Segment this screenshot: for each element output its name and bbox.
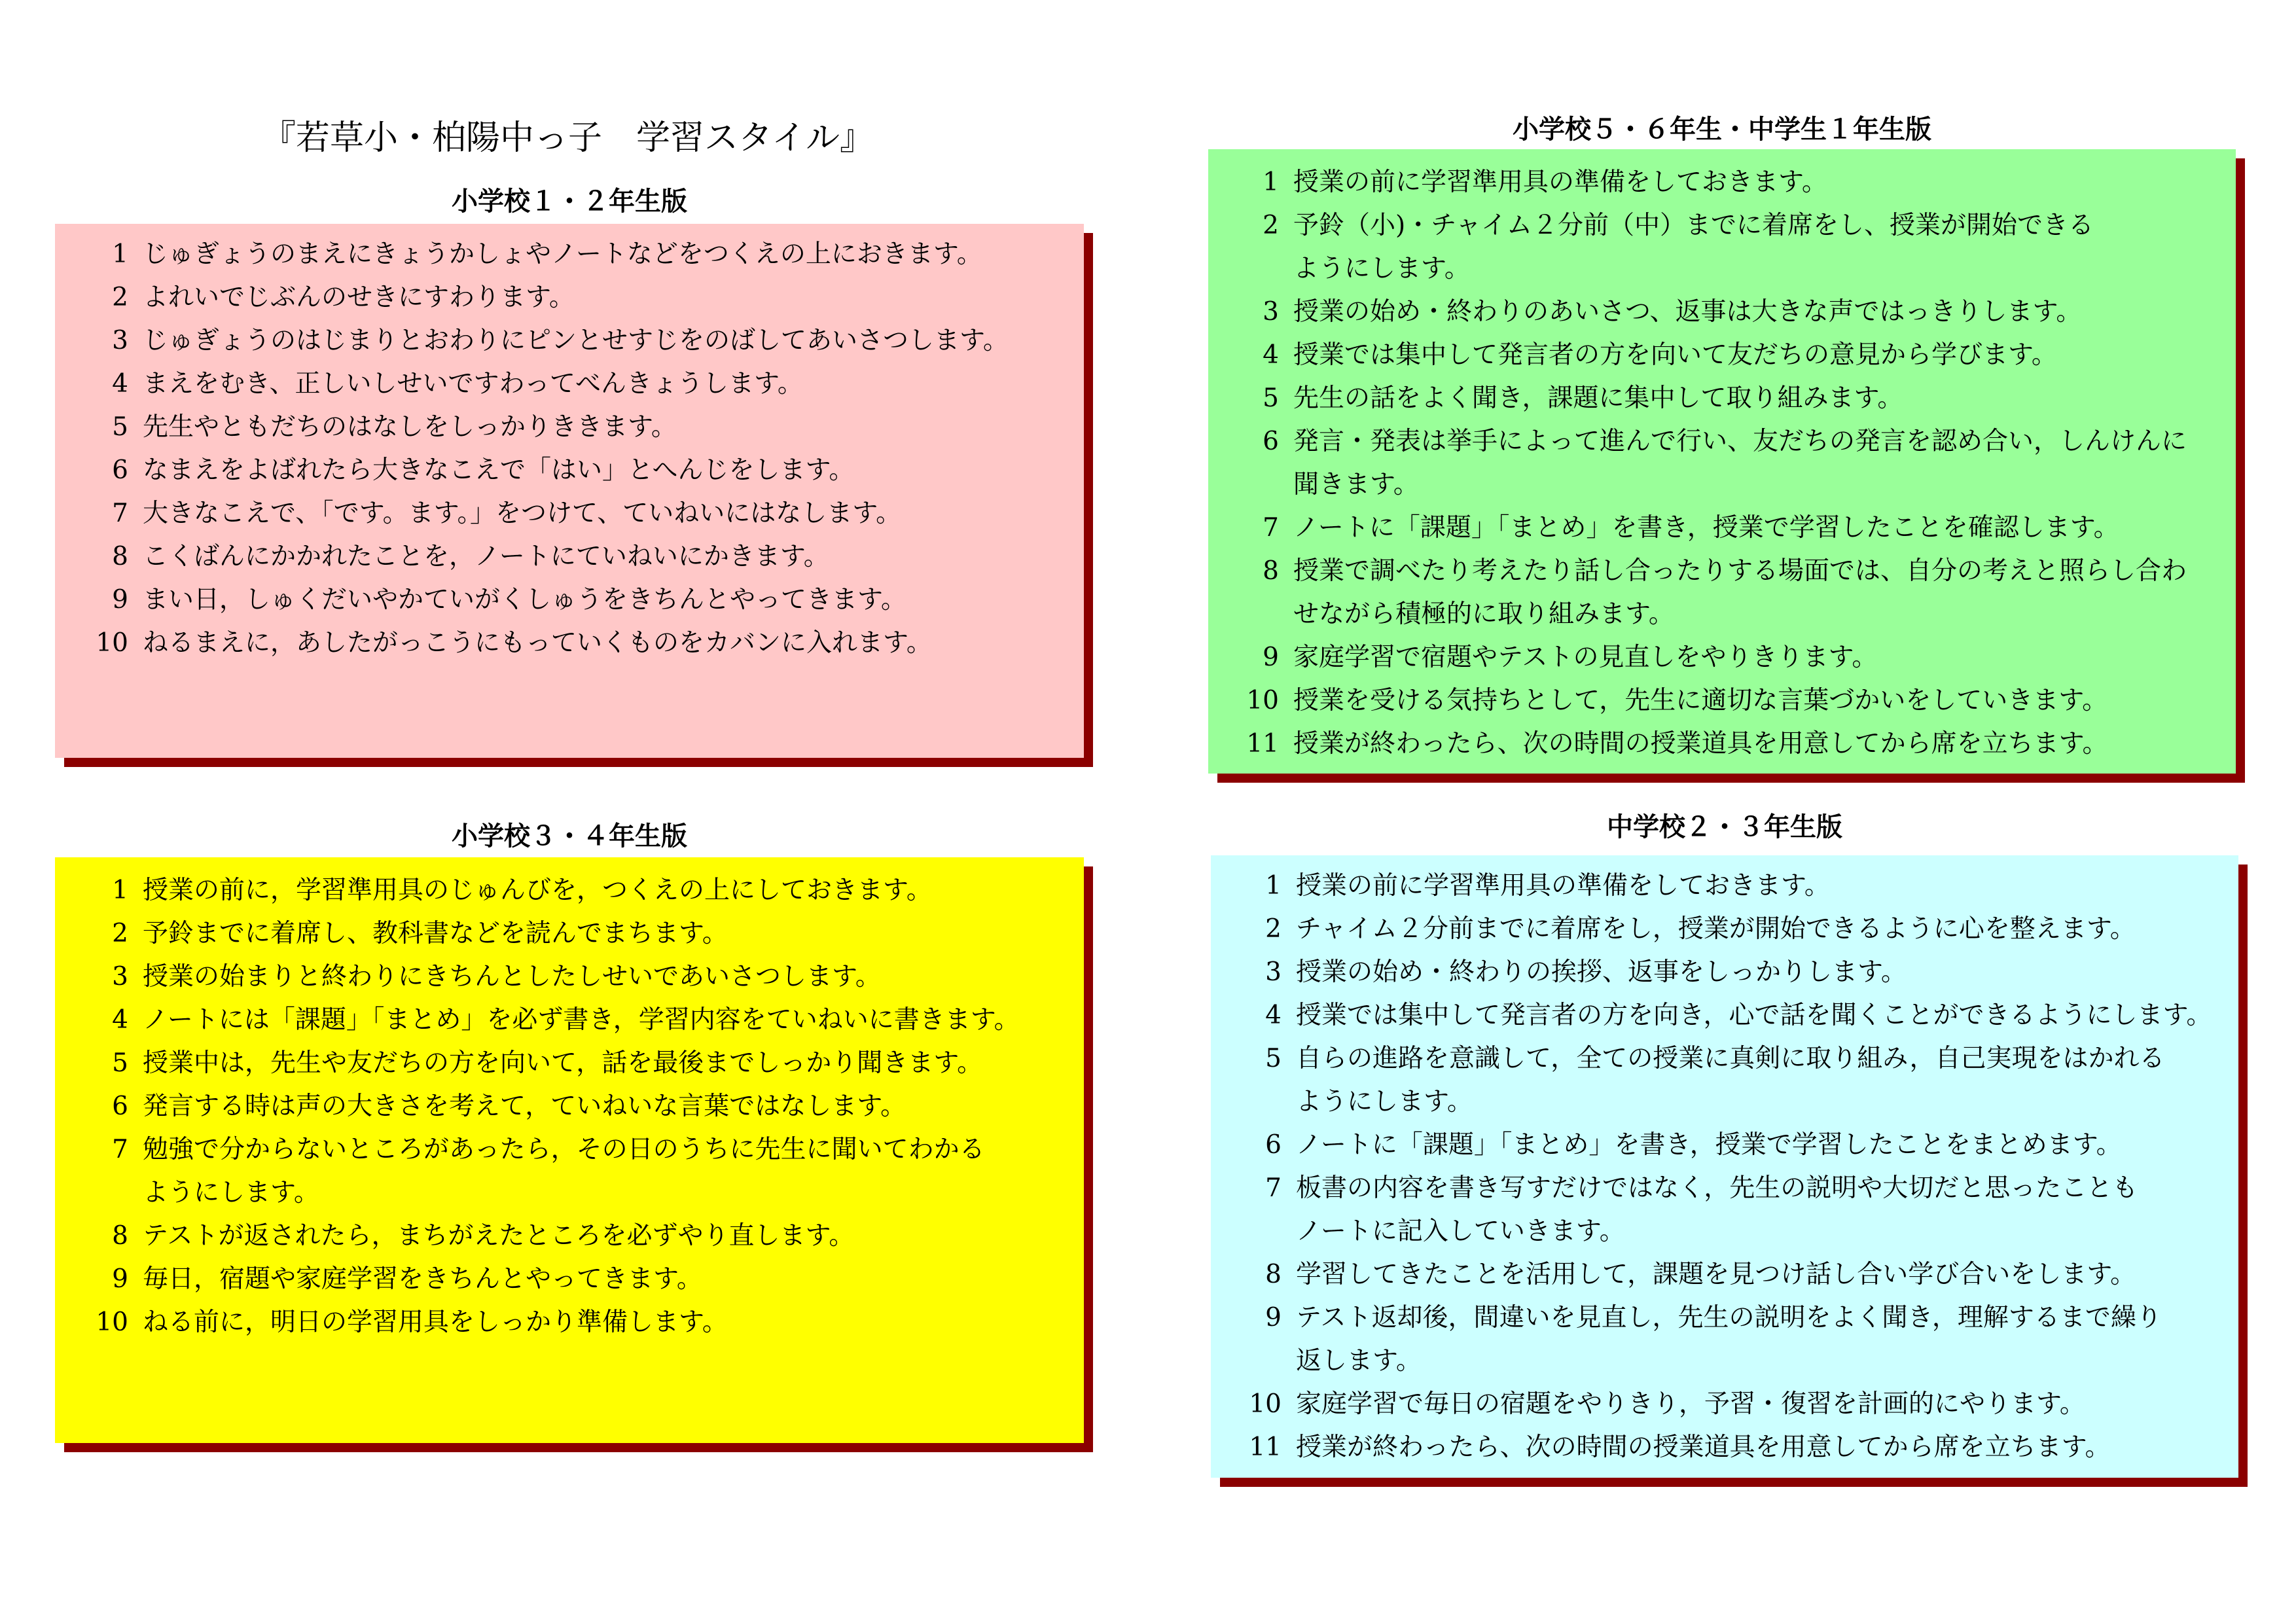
item-text: [143, 233, 1084, 276]
item-number: 7: [1263, 513, 1279, 543]
item-number: 8: [1265, 1260, 1282, 1289]
item-text: [143, 1085, 1084, 1128]
list-item: [1234, 161, 2236, 204]
item-number: 5: [112, 412, 128, 442]
item-text: [1296, 1167, 2238, 1253]
item-text: [1296, 1124, 2238, 1167]
item-text: [143, 999, 1084, 1042]
item-text: [1293, 507, 2236, 550]
item-number: 10: [1249, 1389, 1282, 1419]
list-item: [1234, 636, 2236, 679]
item-text-line: ノートに「課題」「まとめ」を書き，授業で学習したことをまとめます。: [1296, 1130, 2122, 1160]
list-item: [84, 1301, 1084, 1344]
item-text-line: 授業の前に学習準用具の準備をしておきます。: [1296, 871, 1830, 901]
item-number: 3: [112, 962, 128, 991]
item-number: 7: [112, 1135, 128, 1164]
item-text-line: 先生やともだちのはなしをしっかりききます。: [143, 412, 677, 442]
item-text-line: 授業が終わったら、次の時間の授業道具を用意してから席を立ちます。: [1293, 729, 2108, 758]
list-item: [84, 912, 1084, 955]
item-number: 10: [96, 628, 128, 658]
item-number: 10: [96, 1308, 128, 1337]
list-item: [1237, 908, 2238, 951]
item-text-line: 板書の内容を書き写すだけではなく，先生の説明や大切だと思ったことも: [1296, 1173, 2138, 1203]
list-item: [1237, 1253, 2238, 1296]
item-text: [1293, 161, 2236, 204]
item-text: [1296, 1383, 2238, 1426]
list-item: [1237, 1167, 2238, 1253]
item-text-line: 授業では集中して発言者の方を向き，心で話を聞くことができるようにします。: [1296, 1001, 2212, 1030]
item-text-line: まえをむき、正しいしせいですわってべんきょうします。: [143, 369, 803, 399]
item-text: [143, 1215, 1084, 1258]
item-text-line: 勉強で分からないところがあったら，その日のうちに先生に聞いてわかる: [143, 1135, 985, 1164]
item-number: 11: [1246, 729, 1279, 758]
list-item: [1237, 951, 2238, 994]
item-text-line: ようにします。: [1293, 254, 1470, 283]
item-number: 2: [1263, 211, 1279, 240]
item-text-line: 授業で調べたり考えたり話し合ったりする場面では、自分の考えと照らし合わ: [1293, 556, 2187, 586]
item-text-line: こくばんにかかれたことを，ノートにていねいにかきます。: [143, 542, 829, 571]
list-item: [84, 955, 1084, 999]
list-item: [1234, 420, 2236, 507]
list-item: [84, 1128, 1084, 1215]
panel-elementary-3-4: [55, 857, 1084, 1443]
item-number: 11: [1249, 1433, 1282, 1462]
item-text: [1293, 204, 2236, 291]
item-number: 1: [1265, 871, 1282, 901]
list-item: [1237, 1037, 2238, 1124]
item-text: [1293, 550, 2236, 636]
list-item: [1234, 291, 2236, 334]
item-text: [143, 535, 1084, 579]
item-text: [1296, 1426, 2238, 1469]
list-item: [1234, 722, 2236, 766]
item-number: 6: [112, 455, 128, 485]
item-text: [1296, 994, 2238, 1037]
item-text-line: ねるまえに，あしたがっこうにもっていくものをカバンに入れます。: [143, 628, 932, 658]
item-number: 10: [1246, 686, 1279, 715]
item-text: [1293, 291, 2236, 334]
list-item: [84, 233, 1084, 276]
item-text-line: テスト返却後，間違いを見直し，先生の説明をよく聞き，理解するまで繰り: [1296, 1303, 2162, 1332]
item-number: 1: [112, 876, 128, 905]
list-item: [84, 276, 1084, 319]
item-text: [1296, 1253, 2238, 1296]
item-number: 7: [1265, 1173, 1282, 1203]
item-number: 6: [112, 1092, 128, 1121]
item-text-line: 予鈴までに着席し、教科書などを読んでまちます。: [143, 919, 728, 948]
item-text: [143, 492, 1084, 535]
item-text: [1296, 1037, 2238, 1124]
item-text: [143, 1128, 1084, 1215]
item-text: [143, 406, 1084, 449]
section-heading-g56: 小学校５・６年生・中学生１年生版: [1513, 115, 1931, 145]
list-item: [84, 1258, 1084, 1301]
section-heading-g34: 小学校３・４年生版: [452, 821, 687, 851]
item-number: 8: [1263, 556, 1279, 586]
item-text-line: 大きなこえで、「です。ます。」をつけて、ていねいにはなします。: [143, 499, 902, 528]
rules-list: [84, 233, 1084, 665]
item-text: [1296, 1296, 2238, 1383]
list-item: [1237, 1124, 2238, 1167]
item-text: [1293, 636, 2236, 679]
list-item: [84, 319, 1084, 363]
item-text-line: 予鈴（小)・チャイム２分前（中）までに着席をし、授業が開始できる: [1293, 211, 2094, 240]
item-text-line: 発言する時は声の大きさを考えて，ていねいな言葉ではなします。: [143, 1092, 906, 1121]
item-number: 9: [112, 1264, 128, 1294]
item-number: 8: [112, 542, 128, 571]
item-number: 1: [1263, 168, 1279, 197]
item-text-line: 授業の始め・終わりの挨拶、返事をしっかりします。: [1296, 957, 1907, 987]
rules-list: [1237, 865, 2238, 1469]
list-item: [84, 406, 1084, 449]
item-text-line: 学習してきたことを活用して，課題を見つけ話し合い学び合いをします。: [1296, 1260, 2136, 1289]
panel-junior-2-3: [1211, 855, 2238, 1478]
rules-list: [1234, 161, 2236, 766]
item-text-line: 授業が終わったら、次の時間の授業道具を用意してから席を立ちます。: [1296, 1433, 2111, 1462]
list-item: [84, 1085, 1084, 1128]
panel-elementary-5-6-junior-1: [1208, 149, 2236, 774]
item-text-line: 授業を受ける気持ちとして，先生に適切な言葉づかいをしていきます。: [1293, 686, 2108, 715]
item-number: 3: [1265, 957, 1282, 987]
item-text: [1293, 722, 2236, 766]
list-item: [84, 1042, 1084, 1085]
item-text: [143, 579, 1084, 622]
list-item: [1237, 865, 2238, 908]
item-text-line: じゅぎょうのはじまりとおわりにピンとせすじをのばしてあいさつします。: [143, 326, 1009, 355]
item-number: 9: [1265, 1303, 1282, 1332]
list-item: [84, 999, 1084, 1042]
item-text: [143, 1301, 1084, 1344]
item-text: [143, 622, 1084, 665]
item-number: 4: [1263, 340, 1279, 370]
item-number: 5: [1265, 1044, 1282, 1073]
item-text: [143, 363, 1084, 406]
item-text: [1296, 951, 2238, 994]
item-text-line: ようにします。: [143, 1178, 319, 1207]
list-item: [1237, 1383, 2238, 1426]
item-number: 6: [1265, 1130, 1282, 1160]
item-text-line: ねる前に，明日の学習用具をしっかり準備します。: [143, 1308, 728, 1337]
item-text: [1293, 334, 2236, 377]
item-number: 5: [1263, 383, 1279, 413]
item-text-line: 毎日，宿題や家庭学習をきちんとやってきます。: [143, 1264, 702, 1294]
item-text-line: 授業中は，先生や友だちの方を向いて，話を最後までしっかり聞きます。: [143, 1048, 983, 1078]
item-text: [143, 449, 1084, 492]
list-item: [1234, 204, 2236, 291]
item-number: 6: [1263, 427, 1279, 456]
list-item: [1237, 994, 2238, 1037]
item-text-line: まい日，しゅくだいやかていがくしゅうをきちんとやってきます。: [143, 585, 906, 615]
item-number: 2: [112, 283, 128, 312]
list-item: [84, 449, 1084, 492]
item-text-line: 授業の前に学習準用具の準備をしておきます。: [1293, 168, 1827, 197]
list-item: [84, 535, 1084, 579]
item-number: 3: [112, 326, 128, 355]
item-number: 2: [112, 919, 128, 948]
item-text: [143, 955, 1084, 999]
list-item: [84, 1215, 1084, 1258]
item-text-line: ノートに記入していきます。: [1296, 1217, 1625, 1246]
item-text-line: よれいでじぶんのせきにすわります。: [143, 283, 575, 312]
list-item: [1234, 334, 2236, 377]
list-item: [84, 363, 1084, 406]
list-item: [84, 622, 1084, 665]
item-number: 4: [112, 369, 128, 399]
list-item: [1234, 679, 2236, 722]
list-item: [1234, 377, 2236, 420]
list-item: [1237, 1296, 2238, 1383]
list-item: [84, 869, 1084, 912]
item-text-line: せながら積極的に取り組みます。: [1293, 599, 1674, 629]
item-text-line: ノートに「課題」「まとめ」を書き，授業で学習したことを確認します。: [1293, 513, 2119, 543]
item-text-line: 家庭学習で毎日の宿題をやりきり，予習・復習を計画的にやります。: [1296, 1389, 2085, 1419]
item-text: [1293, 420, 2236, 507]
item-text-line: 授業の前に，学習準用具のじゅんびを，つくえの上にしておきます。: [143, 876, 932, 905]
item-text: [143, 1258, 1084, 1301]
item-text-line: 自らの進路を意識して，全ての授業に真剣に取り組み，自己実現をはかれる: [1296, 1044, 2165, 1073]
item-text-line: 授業の始まりと終わりにきちんとしたしせいであいさつします。: [143, 962, 881, 991]
list-item: [84, 579, 1084, 622]
panel-elementary-1-2: [55, 224, 1084, 758]
page-title: 『若草小・柏陽中っ子 学習スタイル』: [262, 118, 874, 158]
item-text-line: 返します。: [1296, 1346, 1422, 1376]
item-text: [1296, 865, 2238, 908]
item-text-line: 授業の始め・終わりのあいさつ、返事は大きな声ではっきりします。: [1293, 297, 2082, 327]
item-text: [143, 276, 1084, 319]
section-heading-j23: 中学校２・３年生版: [1607, 812, 1842, 842]
item-text-line: ようにします。: [1296, 1087, 1473, 1116]
item-text: [1296, 908, 2238, 951]
list-item: [1234, 507, 2236, 550]
item-text: [143, 869, 1084, 912]
item-text: [1293, 377, 2236, 420]
item-number: 5: [112, 1048, 128, 1078]
item-number: 9: [112, 585, 128, 615]
item-text-line: 発言・発表は挙手によって進んで行い、友だちの発言を認め合い，しんけんに: [1293, 427, 2187, 456]
item-text: [1293, 679, 2236, 722]
item-text: [143, 319, 1084, 363]
item-number: 4: [1265, 1001, 1282, 1030]
item-text-line: チャイム２分前までに着席をし，授業が開始できるように心を整えます。: [1296, 914, 2136, 944]
item-number: 8: [112, 1221, 128, 1251]
list-item: [1234, 550, 2236, 636]
item-number: 7: [112, 499, 128, 528]
item-text-line: じゅぎょうのまえにきょうかしょやノートなどをつくえの上におきます。: [143, 240, 982, 269]
rules-list: [84, 869, 1084, 1344]
item-text-line: 先生の話をよく聞き，課題に集中して取り組みます。: [1293, 383, 1903, 413]
section-heading-g12: 小学校１・２年生版: [452, 187, 687, 217]
item-text-line: なまえをよばれたら大きなこえで「はい」とへんじをします。: [143, 455, 855, 485]
list-item: [1237, 1426, 2238, 1469]
item-number: 9: [1263, 643, 1279, 672]
item-number: 2: [1265, 914, 1282, 944]
item-text-line: 聞きます。: [1293, 470, 1419, 499]
item-text: [143, 1042, 1084, 1085]
item-text-line: ノートには「課題」「まとめ」を必ず書き，学習内容をていねいに書きます。: [143, 1005, 1020, 1035]
item-number: 4: [112, 1005, 128, 1035]
item-text-line: 家庭学習で宿題やテストの見直しをやりきります。: [1293, 643, 1878, 672]
item-number: 3: [1263, 297, 1279, 327]
item-text: [143, 912, 1084, 955]
item-text-line: 授業では集中して発言者の方を向いて友だちの意見から学びます。: [1293, 340, 2057, 370]
item-number: 1: [112, 240, 128, 269]
list-item: [84, 492, 1084, 535]
item-text-line: テストが返されたら，まちがえたところを必ずやり直します。: [143, 1221, 855, 1251]
